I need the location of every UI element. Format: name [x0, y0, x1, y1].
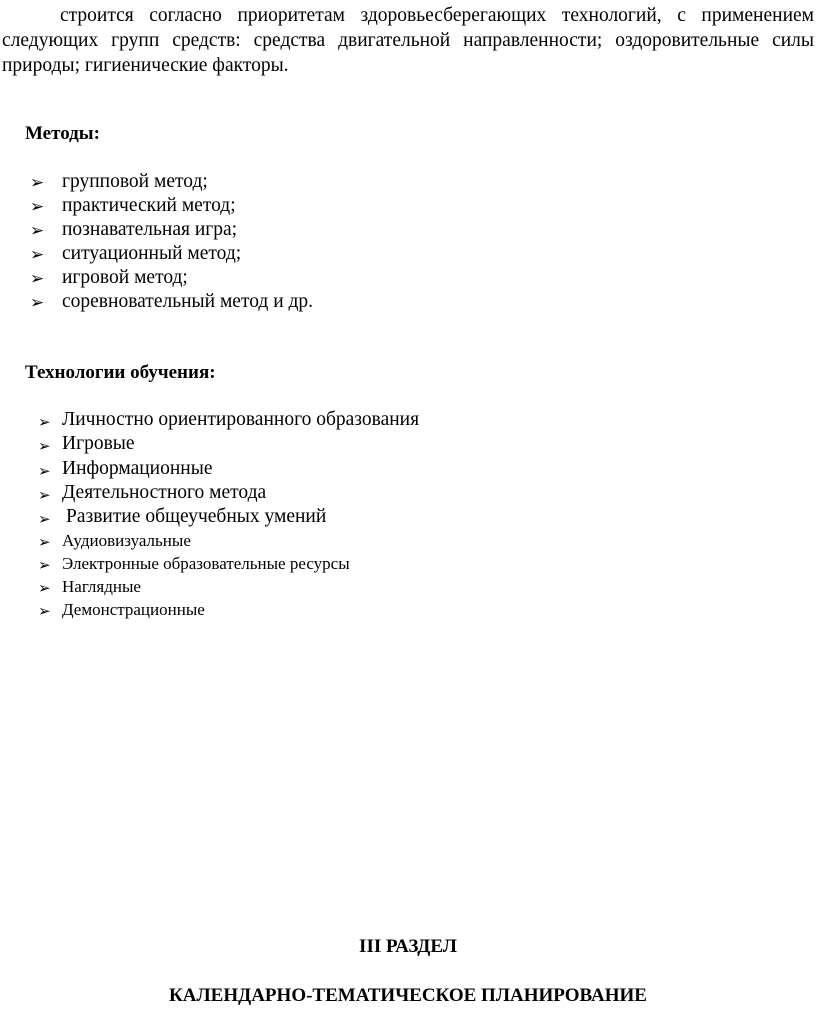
list-item: [38, 529, 419, 552]
list-item: [38, 481, 419, 505]
list-item-text: Демонстрационные: [62, 600, 205, 620]
list-item: [38, 505, 419, 529]
arrowhead-bullet-icon: ➢: [38, 510, 51, 529]
list-item-text: Игровые: [62, 433, 135, 455]
list-item: [38, 552, 419, 575]
list-item: [38, 575, 419, 598]
list-item: [30, 194, 313, 218]
arrowhead-bullet-icon: ➢: [38, 461, 51, 480]
arrowhead-bullet-icon: ➢: [38, 485, 51, 504]
arrowhead-bullet-icon: ➢: [38, 533, 51, 552]
section-title: КАЛЕНДАРНО-ТЕМАТИЧЕСКОЕ ПЛАНИРОВАНИЕ: [169, 985, 647, 1006]
list-item: [38, 432, 419, 456]
arrowhead-bullet-icon: ➢: [30, 221, 45, 241]
list-item: [30, 242, 313, 266]
methods-list: [30, 170, 313, 314]
list-item: [30, 218, 313, 242]
list-item-text: Информационные: [62, 457, 213, 479]
list-item-text: игровой метод;: [62, 267, 188, 288]
intro-paragraph: строится согласно приоритетам здоровьесберегающих технологий, с применением следующих групп средств: средства двигательной направленности; оздоровительные силы природы; гигиенические факторы.: [2, 5, 814, 76]
arrowhead-bullet-icon: ➢: [38, 602, 51, 621]
list-item: [30, 266, 313, 290]
arrowhead-bullet-icon: ➢: [38, 556, 51, 575]
list-item-text: Личностно ориентированного образования: [62, 409, 420, 430]
list-item-text: Аудиовизуальные: [62, 531, 191, 551]
list-item-text: соревновательный метод и др.: [62, 291, 314, 312]
arrowhead-bullet-icon: ➢: [30, 197, 45, 217]
technologies-list: [38, 408, 419, 621]
list-item-text: познавательная игра;: [62, 219, 238, 240]
list-item-text: Деятельностного метода: [62, 481, 267, 503]
section-number: III РАЗДЕЛ: [359, 936, 457, 957]
list-item: [30, 170, 313, 194]
list-item-text: Наглядные: [62, 577, 141, 597]
arrowhead-bullet-icon: ➢: [38, 437, 51, 456]
list-item: [30, 290, 313, 314]
list-item: [38, 408, 419, 432]
arrowhead-bullet-icon: ➢: [30, 293, 45, 313]
list-item: [38, 598, 419, 621]
list-item-text: групповой метод;: [62, 171, 208, 192]
list-item-text: Развитие общеучебных умений: [66, 506, 327, 528]
arrowhead-bullet-icon: ➢: [38, 579, 51, 598]
list-item: [38, 457, 419, 481]
list-item-text: Электронные образовательные ресурсы: [62, 554, 350, 574]
methods-heading: Методы:: [25, 123, 100, 144]
arrowhead-bullet-icon: ➢: [30, 269, 45, 289]
arrowhead-bullet-icon: ➢: [30, 245, 45, 265]
list-item-text: практический метод;: [62, 195, 236, 216]
technologies-heading: Технологии обучения:: [25, 362, 216, 383]
arrowhead-bullet-icon: ➢: [30, 173, 45, 193]
list-item-text: ситуационный метод;: [62, 243, 242, 264]
arrowhead-bullet-icon: ➢: [38, 413, 51, 431]
